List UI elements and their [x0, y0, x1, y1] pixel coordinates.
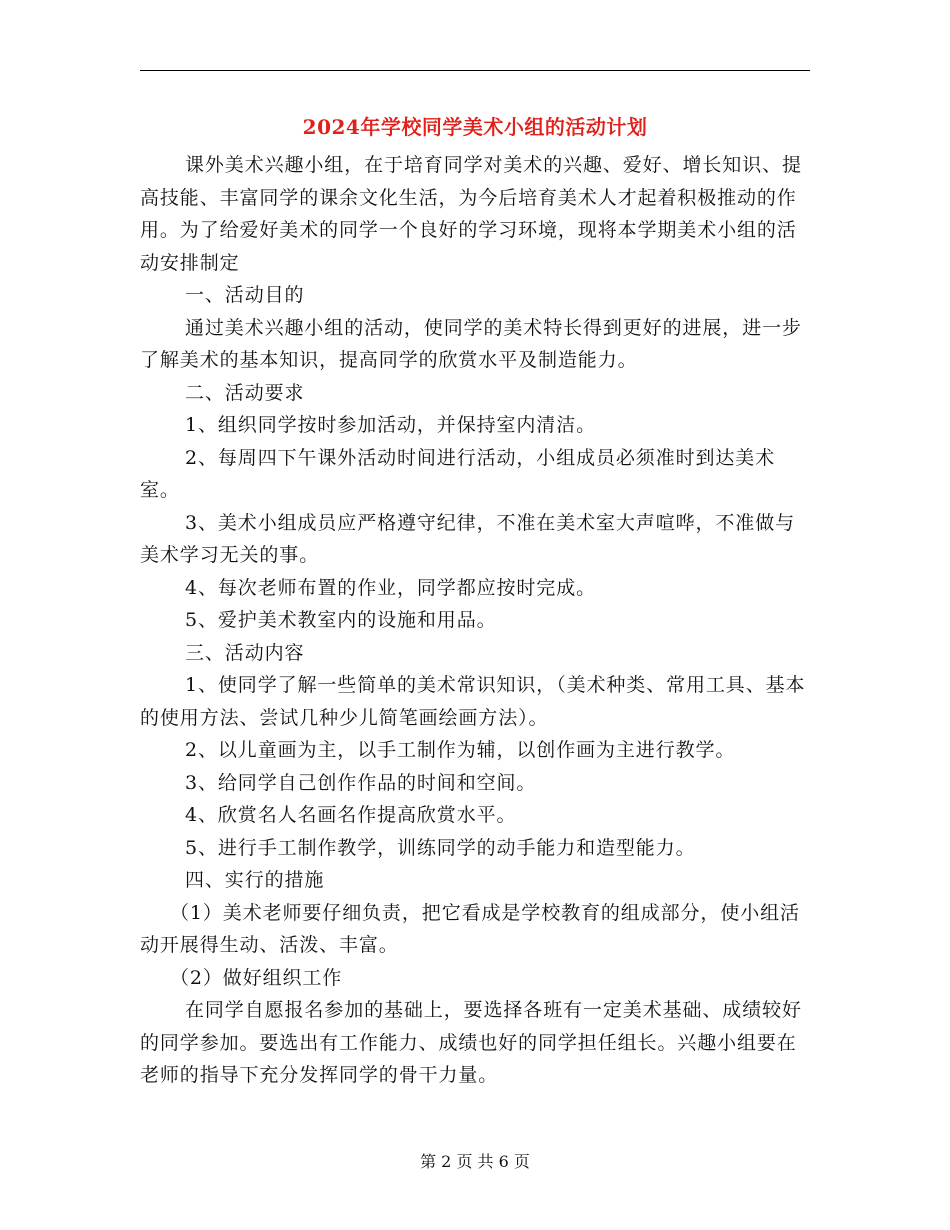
content-item: 3、给同学自己创作作品的时间和空间。	[185, 771, 537, 794]
header-rule	[140, 70, 810, 71]
document-title: 2024年学校同学美术小组的活动计划	[302, 115, 648, 139]
requirement-item: 5、爱护美术教室内的设施和用品。	[185, 609, 497, 631]
section-heading-purpose: 一、活动目的	[185, 284, 305, 306]
requirement-item: 1、组织同学按时参加活动，并保持室内清洁。	[185, 414, 596, 436]
section-heading-content: 三、活动内容	[185, 641, 305, 664]
requirement-item: 3、美术小组成员应严格遵守纪律，不准在美术室大声喧哗，不准做与美术学习无关的事。	[140, 511, 795, 566]
intro-paragraph: 课外美术兴趣小组，在于培育同学对美术的兴趣、爱好、增长知识、提高技能、丰富同学的课余文化生活，为今后培育美术人才起着积极推动的作用。为了给爱好美术的同学一个良好的学习环境，现将本学期美术小组的活动安排制定	[140, 154, 802, 274]
page-number: 第 2 页 共 6 页	[420, 1152, 530, 1171]
measure-paragraph: 在同学自愿报名参加的基础上，要选择各班有一定美术基础、成绩较好的同学参加。要选出有工作能力、成绩也好的同学担任组长。兴趣小组要在老师的指导下充分发挥同学的骨干力量。	[140, 999, 802, 1086]
measure-item: （1）美术老师要仔细负责，把它看成是学校教育的组成部分，使小组活动开展得生动、活泼、丰富。	[140, 901, 800, 956]
content-item: 1、使同学了解一些简单的美术常识知识，（美术种类、常用工具、基本的使用方法、尝试几种少儿简笔画绘画方法）。	[140, 674, 806, 729]
document-body	[140, 149, 812, 1092]
content-item: 4、欣赏名人名画名作提高欣赏水平。	[185, 804, 517, 826]
section-heading-requirements: 二、活动要求	[185, 381, 305, 404]
measure-item: （2）做好组织工作	[170, 966, 343, 989]
requirement-item: 4、每次老师布置的作业，同学都应按时完成。	[185, 576, 596, 599]
section-heading-measures: 四、实行的措施	[185, 869, 325, 891]
content-item: 5、进行手工制作教学，训练同学的动手能力和造型能力。	[185, 836, 696, 859]
requirement-item: 2、每周四下午课外活动时间进行活动，小组成员必须准时到达美术室。	[140, 446, 776, 501]
purpose-paragraph: 通过美术兴趣小组的活动，使同学的美术特长得到更好的进展，进一步了解美术的基本知识，提高同学的欣赏水平及制造能力。	[140, 316, 802, 371]
content-item: 2、以儿童画为主，以手工制作为辅，以创作画为主进行教学。	[185, 739, 736, 761]
